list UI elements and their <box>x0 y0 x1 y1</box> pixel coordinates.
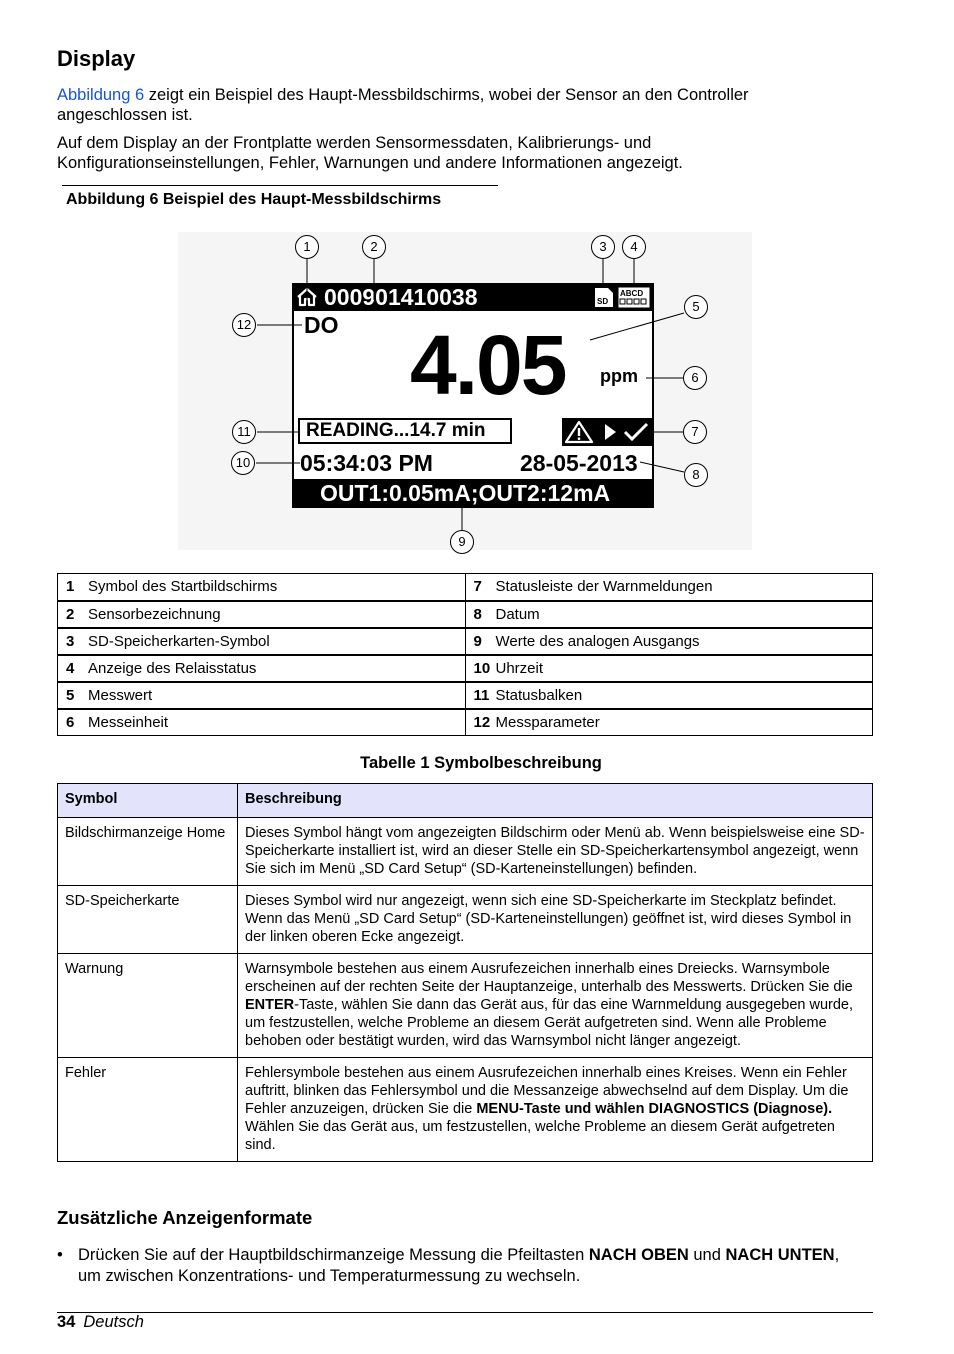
legend-cell <box>58 574 466 601</box>
analog-outputs: OUT1:0.05mA;OUT2:12mA <box>320 480 611 506</box>
intro-text: zeigt ein Beispiel des Haupt-Messbildschirms, wobei der Sensor an den Controller angeschlossen ist. <box>57 86 749 124</box>
legend-cell <box>465 574 873 601</box>
subsection-title: Zusätzliche Anzeigenformate <box>57 1207 313 1228</box>
description-cell: Warnsymbole bestehen aus einem Ausrufezeichen innerhalb eines Dreiecks. Warnsymbole erscheinen auf der rechten Seite der Hauptanzeige, unterhalb des Messwerts. Drücken Sie die ENTER-Taste, wählen Sie dann das Gerät aus, für das eine Warnmeldung ausgegeben wurde, um festzustellen, welche Probleme an diesem Gerät aufgetreten sind. Wenn alle Probleme behoben oder bestätigt wurden, wird das Warnsymbol nicht länger angezeigt. <box>238 954 873 1058</box>
legend-cell <box>465 709 873 736</box>
legend-cell <box>465 601 873 628</box>
symbol-cell: Bildschirmanzeige Home <box>58 818 238 886</box>
callout-12: 12 <box>232 313 256 337</box>
figure-legend-table <box>57 573 873 736</box>
legend-label: Werte des analogen Ausgangs <box>495 632 700 650</box>
callout-8: 8 <box>684 463 708 487</box>
section-title: Display <box>57 46 136 71</box>
legend-cell <box>58 682 466 709</box>
legend-cell <box>58 628 466 655</box>
column-header-symbol: Symbol <box>58 784 238 818</box>
table-row <box>58 954 873 1058</box>
callout-11: 11 <box>232 420 256 444</box>
footer-rule <box>57 1312 873 1313</box>
description-cell: Dieses Symbol hängt vom angezeigten Bildschirm oder Menü ab. Wenn beispielsweise eine SD-Speicherkarte installiert ist, wird an dieser Stelle ein SD-Speicherkartensymbol angezeigt, wenn Sie sich im Menü „SD Card Setup“ (SD-Karteneinstellungen) befinden. <box>238 818 873 886</box>
figure-link[interactable]: Abbildung 6 <box>57 86 145 104</box>
legend-number: 8 <box>473 605 482 623</box>
legend-label: Messparameter <box>495 713 600 731</box>
measurement-unit: ppm <box>600 366 638 386</box>
svg-text:ABCD: ABCD <box>620 289 644 298</box>
table-header-row <box>58 784 873 818</box>
symbol-cell: SD-Speicherkarte <box>58 886 238 954</box>
legend-label: Datum <box>495 605 540 623</box>
callout-6: 6 <box>683 366 707 390</box>
callout-10: 10 <box>231 451 255 475</box>
legend-cell <box>465 655 873 682</box>
legend-row <box>58 628 873 655</box>
legend-number: 7 <box>473 578 482 596</box>
sensor-id: 000901410038 <box>324 284 478 310</box>
column-header-description: Beschreibung <box>238 784 873 818</box>
legend-row <box>58 682 873 709</box>
legend-number: 10 <box>473 659 491 677</box>
legend-cell <box>58 709 466 736</box>
legend-label: Uhrzeit <box>495 659 544 677</box>
status-bar: READING...14.7 min <box>298 418 512 444</box>
callout-5: 5 <box>684 295 708 319</box>
legend-row <box>58 655 873 682</box>
legend-row <box>58 709 873 736</box>
legend-label: Symbol des Startbildschirms <box>88 578 278 596</box>
callout-9: 9 <box>450 530 474 554</box>
symbol-cell: Fehler <box>58 1058 238 1162</box>
legend-label: Anzeige des Relaisstatus <box>88 659 257 677</box>
legend-number: 2 <box>66 605 75 623</box>
legend-label: Statusleiste der Warnmeldungen <box>495 578 713 596</box>
footer-language: Deutsch <box>83 1313 144 1331</box>
legend-number: 12 <box>473 713 491 731</box>
measurement-parameter: DO <box>304 312 339 338</box>
legend-label: Messwert <box>88 686 153 704</box>
table-row <box>58 818 873 886</box>
legend-cell <box>465 628 873 655</box>
svg-text:SD: SD <box>597 297 609 306</box>
clock-time: 05:34:03 PM <box>300 450 433 476</box>
figure-caption: Abbildung 6 Beispiel des Haupt-Messbildschirms <box>66 191 442 208</box>
intro-paragraph-2: Auf dem Display an der Frontplatte werden Sensormessdaten, Kalibrierungs- und Konfigurationseinstellungen, Fehler, Warnungen und andere Informationen angezeigt. <box>57 134 683 172</box>
legend-number: 4 <box>66 659 75 677</box>
measurement-value: 4.05 <box>410 318 566 412</box>
bullet-marker: • <box>57 1246 63 1264</box>
symbol-cell: Warnung <box>58 954 238 1058</box>
callout-3: 3 <box>591 235 615 259</box>
description-cell: Dieses Symbol wird nur angezeigt, wenn sich eine SD-Speicherkarte im Steckplatz befindet. Wenn das Menü „SD Card Setup“ (SD-Karteneinstellungen) geöffnet ist, wird dieses Symbol in der linken oberen Ecke angezeigt. <box>238 886 873 954</box>
page-footer <box>57 1313 144 1332</box>
legend-number: 3 <box>66 632 75 650</box>
callout-1: 1 <box>295 235 319 259</box>
legend-number: 1 <box>66 578 75 596</box>
table-caption: Tabelle 1 Symbolbeschreibung <box>360 754 602 772</box>
table-row <box>58 886 873 954</box>
callout-4: 4 <box>622 235 646 259</box>
legend-row <box>58 574 873 601</box>
bullet-item <box>57 1245 857 1287</box>
symbol-description-table <box>57 783 873 1162</box>
legend-label: Sensorbezeichnung <box>88 605 221 623</box>
legend-cell <box>58 655 466 682</box>
callout-leaders <box>0 0 954 560</box>
legend-cell <box>465 682 873 709</box>
legend-cell <box>58 601 466 628</box>
legend-number: 11 <box>473 686 490 704</box>
legend-label: Messeinheit <box>88 713 169 731</box>
date: 28-05-2013 <box>520 450 638 476</box>
legend-row <box>58 601 873 628</box>
legend-number: 6 <box>66 713 75 731</box>
description-cell: Fehlersymbole bestehen aus einem Ausrufezeichen innerhalb eines Kreises. Wenn ein Fehler auftritt, blinken das Fehlersymbol und die Messanzeige abwechselnd auf dem Display. Um die Fehler anzuzeigen, drücken Sie die MENU-Taste und wählen DIAGNOSTICS (Diagnose). Wählen Sie das Gerät aus, um festzustellen, welche Probleme an diesem Gerät aufgetreten sind. <box>238 1058 873 1162</box>
table-row <box>58 1058 873 1162</box>
legend-number: 9 <box>473 632 482 650</box>
legend-label: Statusbalken <box>495 686 583 704</box>
callout-2: 2 <box>362 235 386 259</box>
legend-label: SD-Speicherkarten-Symbol <box>88 632 270 650</box>
callout-7: 7 <box>683 420 707 444</box>
bullet-text: Drücken Sie auf der Hauptbildschirmanzeige Messung die Pfeiltasten NACH OBEN und NACH UNTEN, um zwischen Konzentrations- und Temperaturmessung zu wechseln. <box>78 1246 840 1285</box>
legend-number: 5 <box>66 686 75 704</box>
page-number: 34 <box>57 1313 76 1331</box>
